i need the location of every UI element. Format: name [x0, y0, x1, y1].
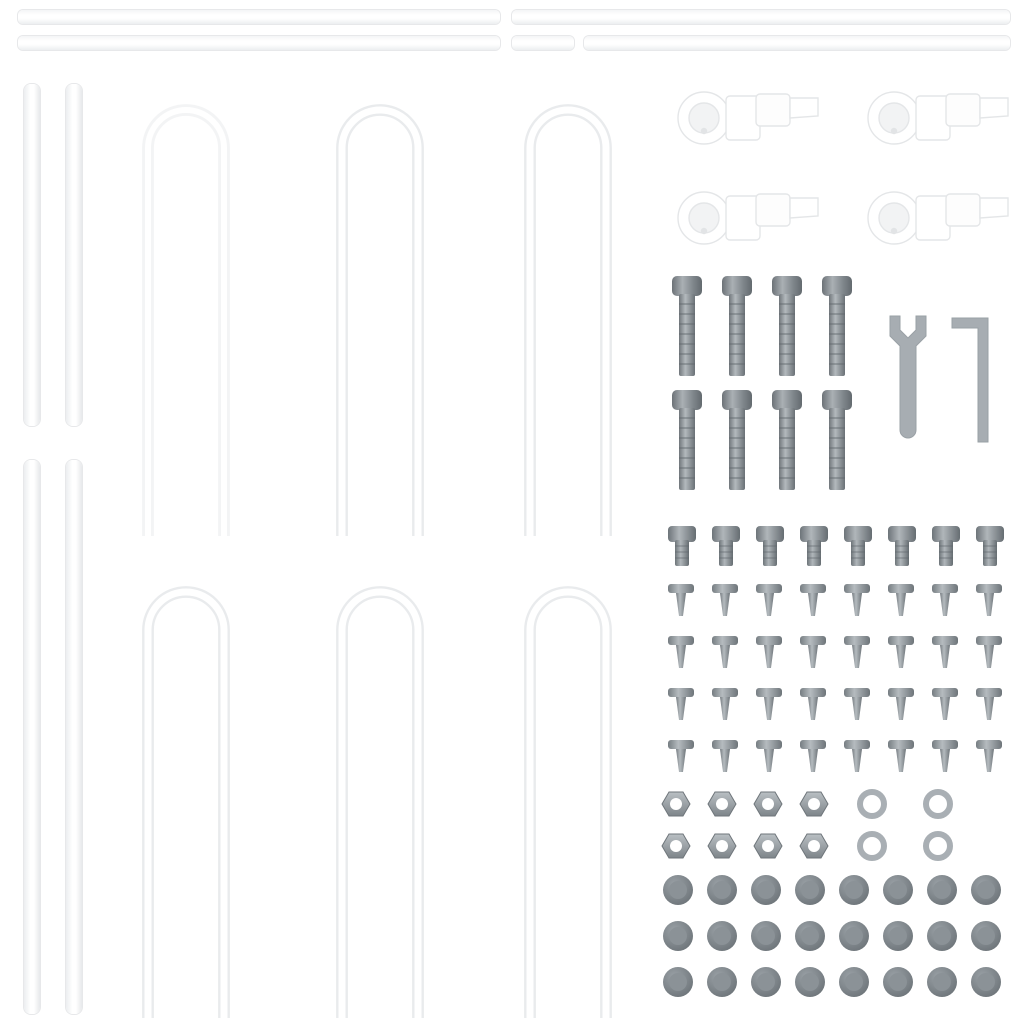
allen-key-icon [948, 310, 1004, 450]
hoop-picket [330, 578, 430, 1018]
rail [18, 36, 500, 50]
end-cap-row [660, 872, 1020, 908]
hoop-picket [136, 578, 236, 1018]
nuts-washers-row [660, 786, 1020, 826]
spanner-icon [880, 310, 936, 450]
hoop-picket [136, 96, 236, 536]
pipe-clamp-bracket [858, 186, 1018, 250]
hoop-picket [330, 96, 430, 536]
self-tapping-screw-row [664, 634, 1016, 674]
pipe-clamp-bracket [668, 186, 828, 250]
self-tapping-screw-row [664, 686, 1016, 726]
hoop-picket [518, 578, 618, 1018]
pipe-clamp-bracket [668, 86, 828, 150]
post [24, 84, 40, 426]
self-tapping-screw-row [664, 582, 1016, 622]
rail [512, 36, 574, 50]
rail [512, 10, 1010, 24]
nuts-washers-row [660, 828, 1020, 868]
post [66, 84, 82, 426]
self-tapping-screw-row [664, 738, 1016, 778]
hoop-picket [518, 96, 618, 536]
rail [584, 36, 1010, 50]
post [24, 460, 40, 1014]
short-screw-row [664, 524, 1016, 572]
post [66, 460, 82, 1014]
end-cap-row [660, 918, 1020, 954]
pipe-clamp-bracket [858, 86, 1018, 150]
rail [18, 10, 500, 24]
end-cap-row [660, 964, 1020, 1000]
